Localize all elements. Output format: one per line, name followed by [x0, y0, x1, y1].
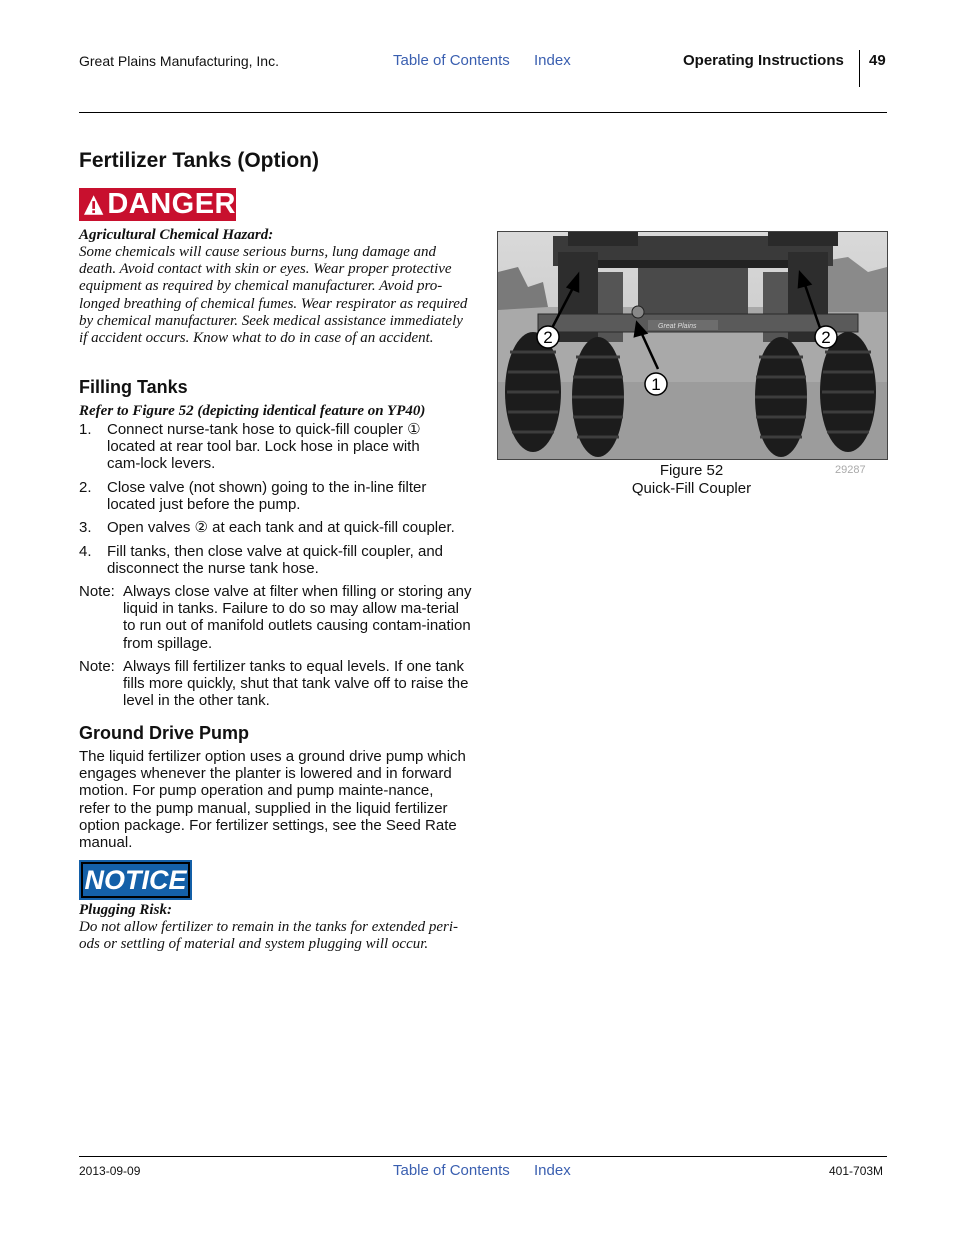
notice-text: Do not allow fertilizer to remain in the tanks for extended peri-ods or settling of material and system plugging will occur. — [79, 919, 458, 953]
note-label: Note: — [79, 583, 115, 600]
footer-doc-number: 401-703M — [829, 1164, 884, 1178]
filling-reference: Refer to Figure 52 (depicting identical feature on YP40) — [79, 403, 426, 419]
notice-label: NOTICE — [84, 864, 187, 895]
notice-badge — [81, 862, 190, 898]
footer-toc-link[interactable]: Table of Contents — [393, 1162, 510, 1179]
step-number: 3. — [79, 519, 92, 536]
figure-photo — [497, 231, 888, 460]
step-text: Fill tanks, then close valve at quick-fill coupler, and disconnect the nurse tank hose. — [107, 543, 443, 578]
list-item — [79, 479, 479, 513]
header-index-link[interactable]: Index — [534, 52, 571, 69]
note — [79, 583, 479, 652]
warning-triangle-icon — [83, 194, 104, 216]
danger-heading: Agricultural Chemical Hazard: — [79, 227, 274, 243]
callout-2-left: 2 — [543, 328, 553, 347]
footer-rule — [79, 1156, 887, 1157]
footer-index-link[interactable]: Index — [534, 1162, 571, 1179]
step-text: Connect nurse-tank hose to quick-fill coupler ① located at rear tool bar. Lock hose in place with cam-lock levers. — [107, 421, 421, 473]
filling-heading: Filling Tanks — [79, 377, 188, 397]
header-company: Great Plains Manufacturing, Inc. — [79, 53, 279, 69]
step-text: Open valves ② at each tank and at quick-fill coupler. — [107, 519, 455, 536]
page-title: Fertilizer Tanks (Option) — [79, 149, 319, 172]
danger-label: DANGER — [107, 188, 236, 220]
callout-1: 1 — [651, 375, 661, 394]
note-text: Always close valve at filter when filling or storing any liquid in tanks. Failure to do so may allow ma-terial to run out of manifold outlets causing contam-ination from spillage. — [123, 583, 472, 652]
step-text: Close valve (not shown) going to the in-line filter located just before the pump. — [107, 479, 427, 514]
step-number: 1. — [79, 421, 92, 438]
figure-id: 29287 — [835, 464, 866, 476]
step-number: 2. — [79, 479, 92, 496]
notice-heading: Plugging Risk: — [79, 902, 172, 918]
list-item — [79, 421, 479, 473]
note — [79, 658, 479, 710]
page-number: 49 — [869, 52, 886, 69]
header-rule — [79, 112, 887, 113]
brand-label: Great Plains — [658, 323, 697, 330]
pump-text: The liquid fertilizer option uses a ground drive pump which engages whenever the planter is lowered and in forward motion. For pump operation and pump mainte-nance, refer to the pump manual, supplied in the liquid fertilizer option package. For fertilizer settings, see the Seed Rate manual. — [79, 748, 466, 852]
list-item — [79, 543, 479, 577]
list-item — [79, 519, 479, 536]
header-divider — [859, 50, 860, 87]
figure-caption: Quick-Fill Coupler — [631, 480, 752, 497]
note-text: Always fill fertilizer tanks to equal levels. If one tank fills more quickly, shut that tank valve off to raise the level in the other tank. — [123, 658, 469, 710]
footer-date: 2013-09-09 — [79, 1164, 141, 1178]
danger-text: Some chemicals will cause serious burns, lung damage and death. Avoid contact with skin or eyes. Wear proper protective equipment as required by chemical manufacturer. Avoid pro-longed breathing of chemical fumes. Wear respirator as required by chemical manufacturer. Seek medical assistance immediately if accident occurs. Know what to do in case of an accident. — [79, 244, 468, 347]
header-toc-link[interactable]: Table of Contents — [393, 52, 510, 69]
callout-2-right: 2 — [821, 328, 831, 347]
figure-number: Figure 52 — [659, 462, 724, 479]
note-label: Note: — [79, 658, 115, 675]
step-number: 4. — [79, 543, 92, 560]
danger-badge — [79, 188, 236, 221]
header-section: Operating Instructions — [683, 52, 844, 69]
pump-heading: Ground Drive Pump — [79, 723, 250, 743]
quick-fill-coupler-photo — [498, 232, 887, 459]
